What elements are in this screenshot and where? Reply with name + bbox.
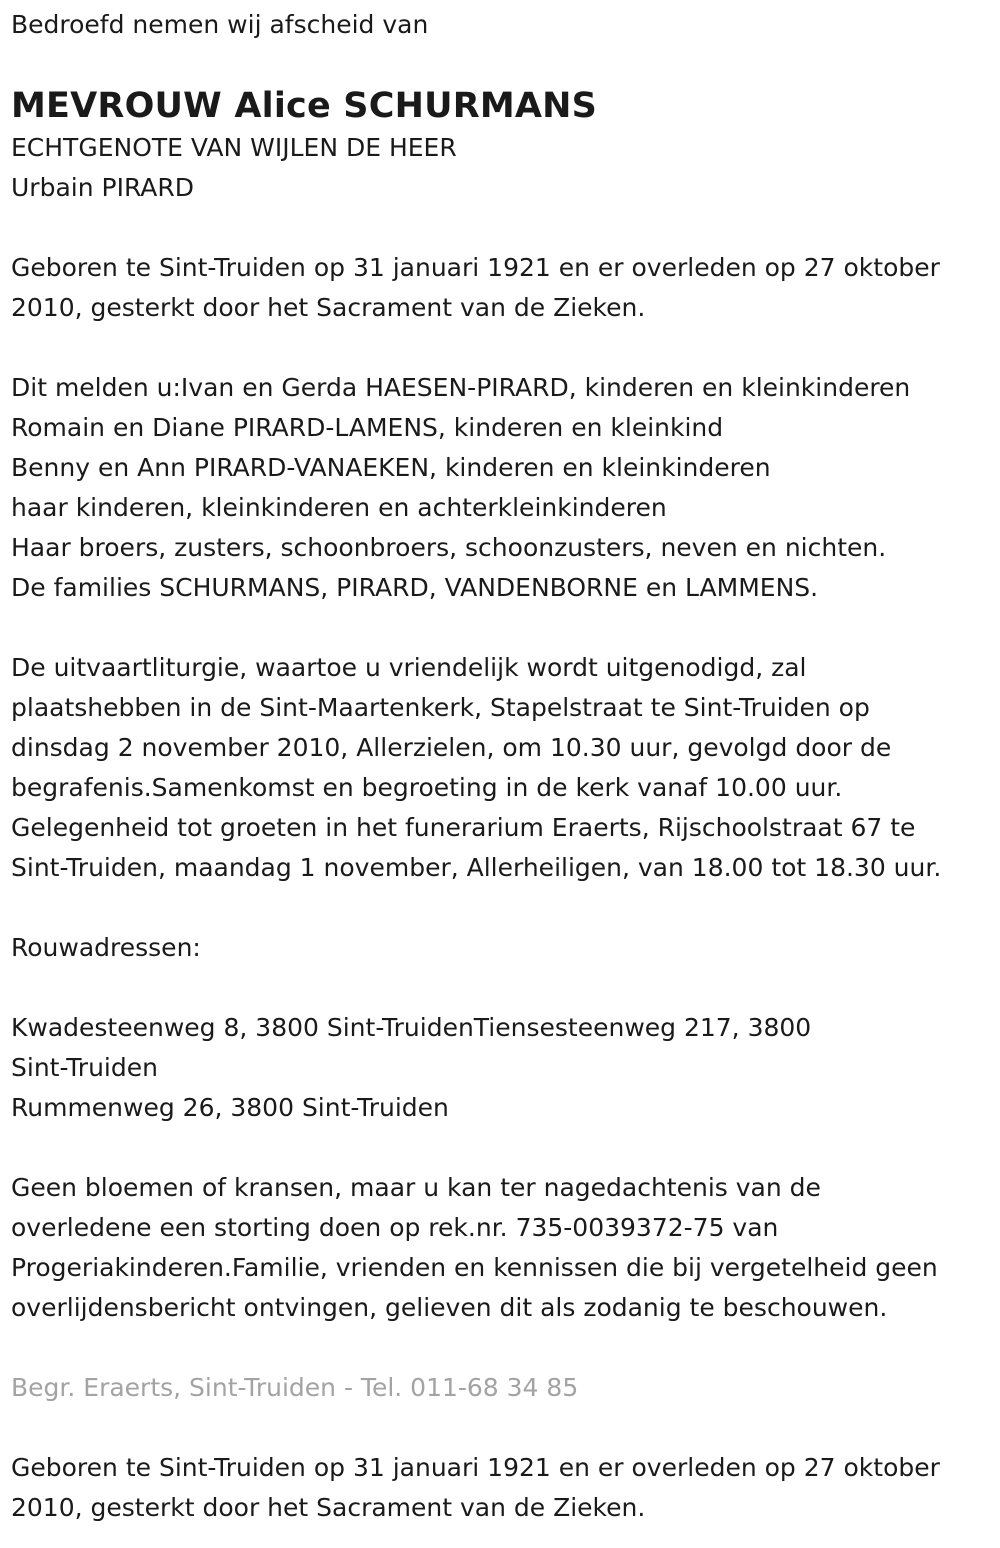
paragraph-line: overledene een storting doen op rek.nr. 735-0039372-75 van [11, 1213, 779, 1242]
spouse-name: Urbain PIRARD [11, 173, 195, 202]
addresses-list [11, 1008, 996, 1128]
paragraph-line: Geboren te Sint-Truiden op 31 januari 1921 en er overleden op 27 oktober [11, 1453, 940, 1482]
address-line: Rummenweg 26, 3800 Sint-Truiden [11, 1093, 449, 1122]
paragraph-line: Dit melden u:Ivan en Gerda HAESEN-PIRARD, kinderen en kleinkinderen [11, 373, 911, 402]
paragraph-line: haar kinderen, kleinkinderen en achterkleinkinderen [11, 493, 667, 522]
spacer [11, 208, 996, 248]
undertaker-contact: Begr. Eraerts, Sint-Truiden - Tel. 011-68 34 85 [11, 1373, 579, 1402]
paragraph-line: De uitvaartliturgie, waartoe u vriendelijk wordt uitgenodigd, zal [11, 653, 807, 682]
paragraph-line: Benny en Ann PIRARD-VANAEKEN, kinderen en kleinkinderen [11, 453, 771, 482]
birth-death-repeat-paragraph [11, 1448, 996, 1528]
announcers-paragraph [11, 368, 996, 608]
paragraph-line: overlijdensbericht ontvingen, gelieven dit als zodanig te beschouwen. [11, 1293, 888, 1322]
paragraph-line: Geboren te Sint-Truiden op 31 januari 1921 en er overleden op 27 oktober [11, 253, 940, 282]
spacer [11, 968, 996, 1008]
paragraph-line: 2010, gesterkt door het Sacrament van de Zieken. [11, 1493, 646, 1522]
paragraph-line: Geen bloemen of kransen, maar u kan ter nagedachtenis van de [11, 1173, 821, 1202]
paragraph-line: Sint-Truiden, maandag 1 november, Allerheiligen, van 18.00 tot 18.30 uur. [11, 853, 942, 882]
spacer [11, 1328, 996, 1368]
relation-text: ECHTGENOTE VAN WIJLEN DE HEER [11, 133, 457, 162]
ceremony-paragraph [11, 648, 996, 888]
intro-text: Bedroefd nemen wij afscheid van [11, 10, 429, 39]
paragraph-line: Romain en Diane PIRARD-LAMENS, kinderen en kleinkind [11, 413, 724, 442]
obituary-notice [11, 0, 996, 1528]
paragraph-line: Gelegenheid tot groeten in het funerarium Eraerts, Rijschoolstraat 67 te [11, 813, 916, 842]
paragraph-line: De families SCHURMANS, PIRARD, VANDENBORNE en LAMMENS. [11, 573, 819, 602]
birth-death-paragraph [11, 248, 996, 328]
donation-paragraph [11, 1168, 996, 1328]
spacer [11, 888, 996, 928]
spacer [11, 608, 996, 648]
addresses-heading: Rouwadressen: [11, 933, 201, 962]
spacer [11, 328, 996, 368]
deceased-name: MEVROUW Alice SCHURMANS [11, 86, 598, 126]
paragraph-line: begrafenis.Samenkomst en begroeting in de kerk vanaf 10.00 uur. [11, 773, 843, 802]
paragraph-line: 2010, gesterkt door het Sacrament van de Zieken. [11, 293, 646, 322]
spacer [11, 1128, 996, 1168]
paragraph-line: dinsdag 2 november 2010, Allerzielen, om 10.30 uur, gevolgd door de [11, 733, 892, 762]
spacer [11, 1408, 996, 1448]
paragraph-line: plaatshebben in de Sint-Maartenkerk, Stapelstraat te Sint-Truiden op [11, 693, 870, 722]
paragraph-line: Progeriakinderen.Familie, vrienden en kennissen die bij vergetelheid geen [11, 1253, 938, 1282]
paragraph-line: Haar broers, zusters, schoonbroers, schoonzusters, neven en nichten. [11, 533, 887, 562]
address-line: Kwadesteenweg 8, 3800 Sint-TruidenTiensesteenweg 217, 3800 [11, 1013, 812, 1042]
address-line: Sint-Truiden [11, 1053, 158, 1082]
